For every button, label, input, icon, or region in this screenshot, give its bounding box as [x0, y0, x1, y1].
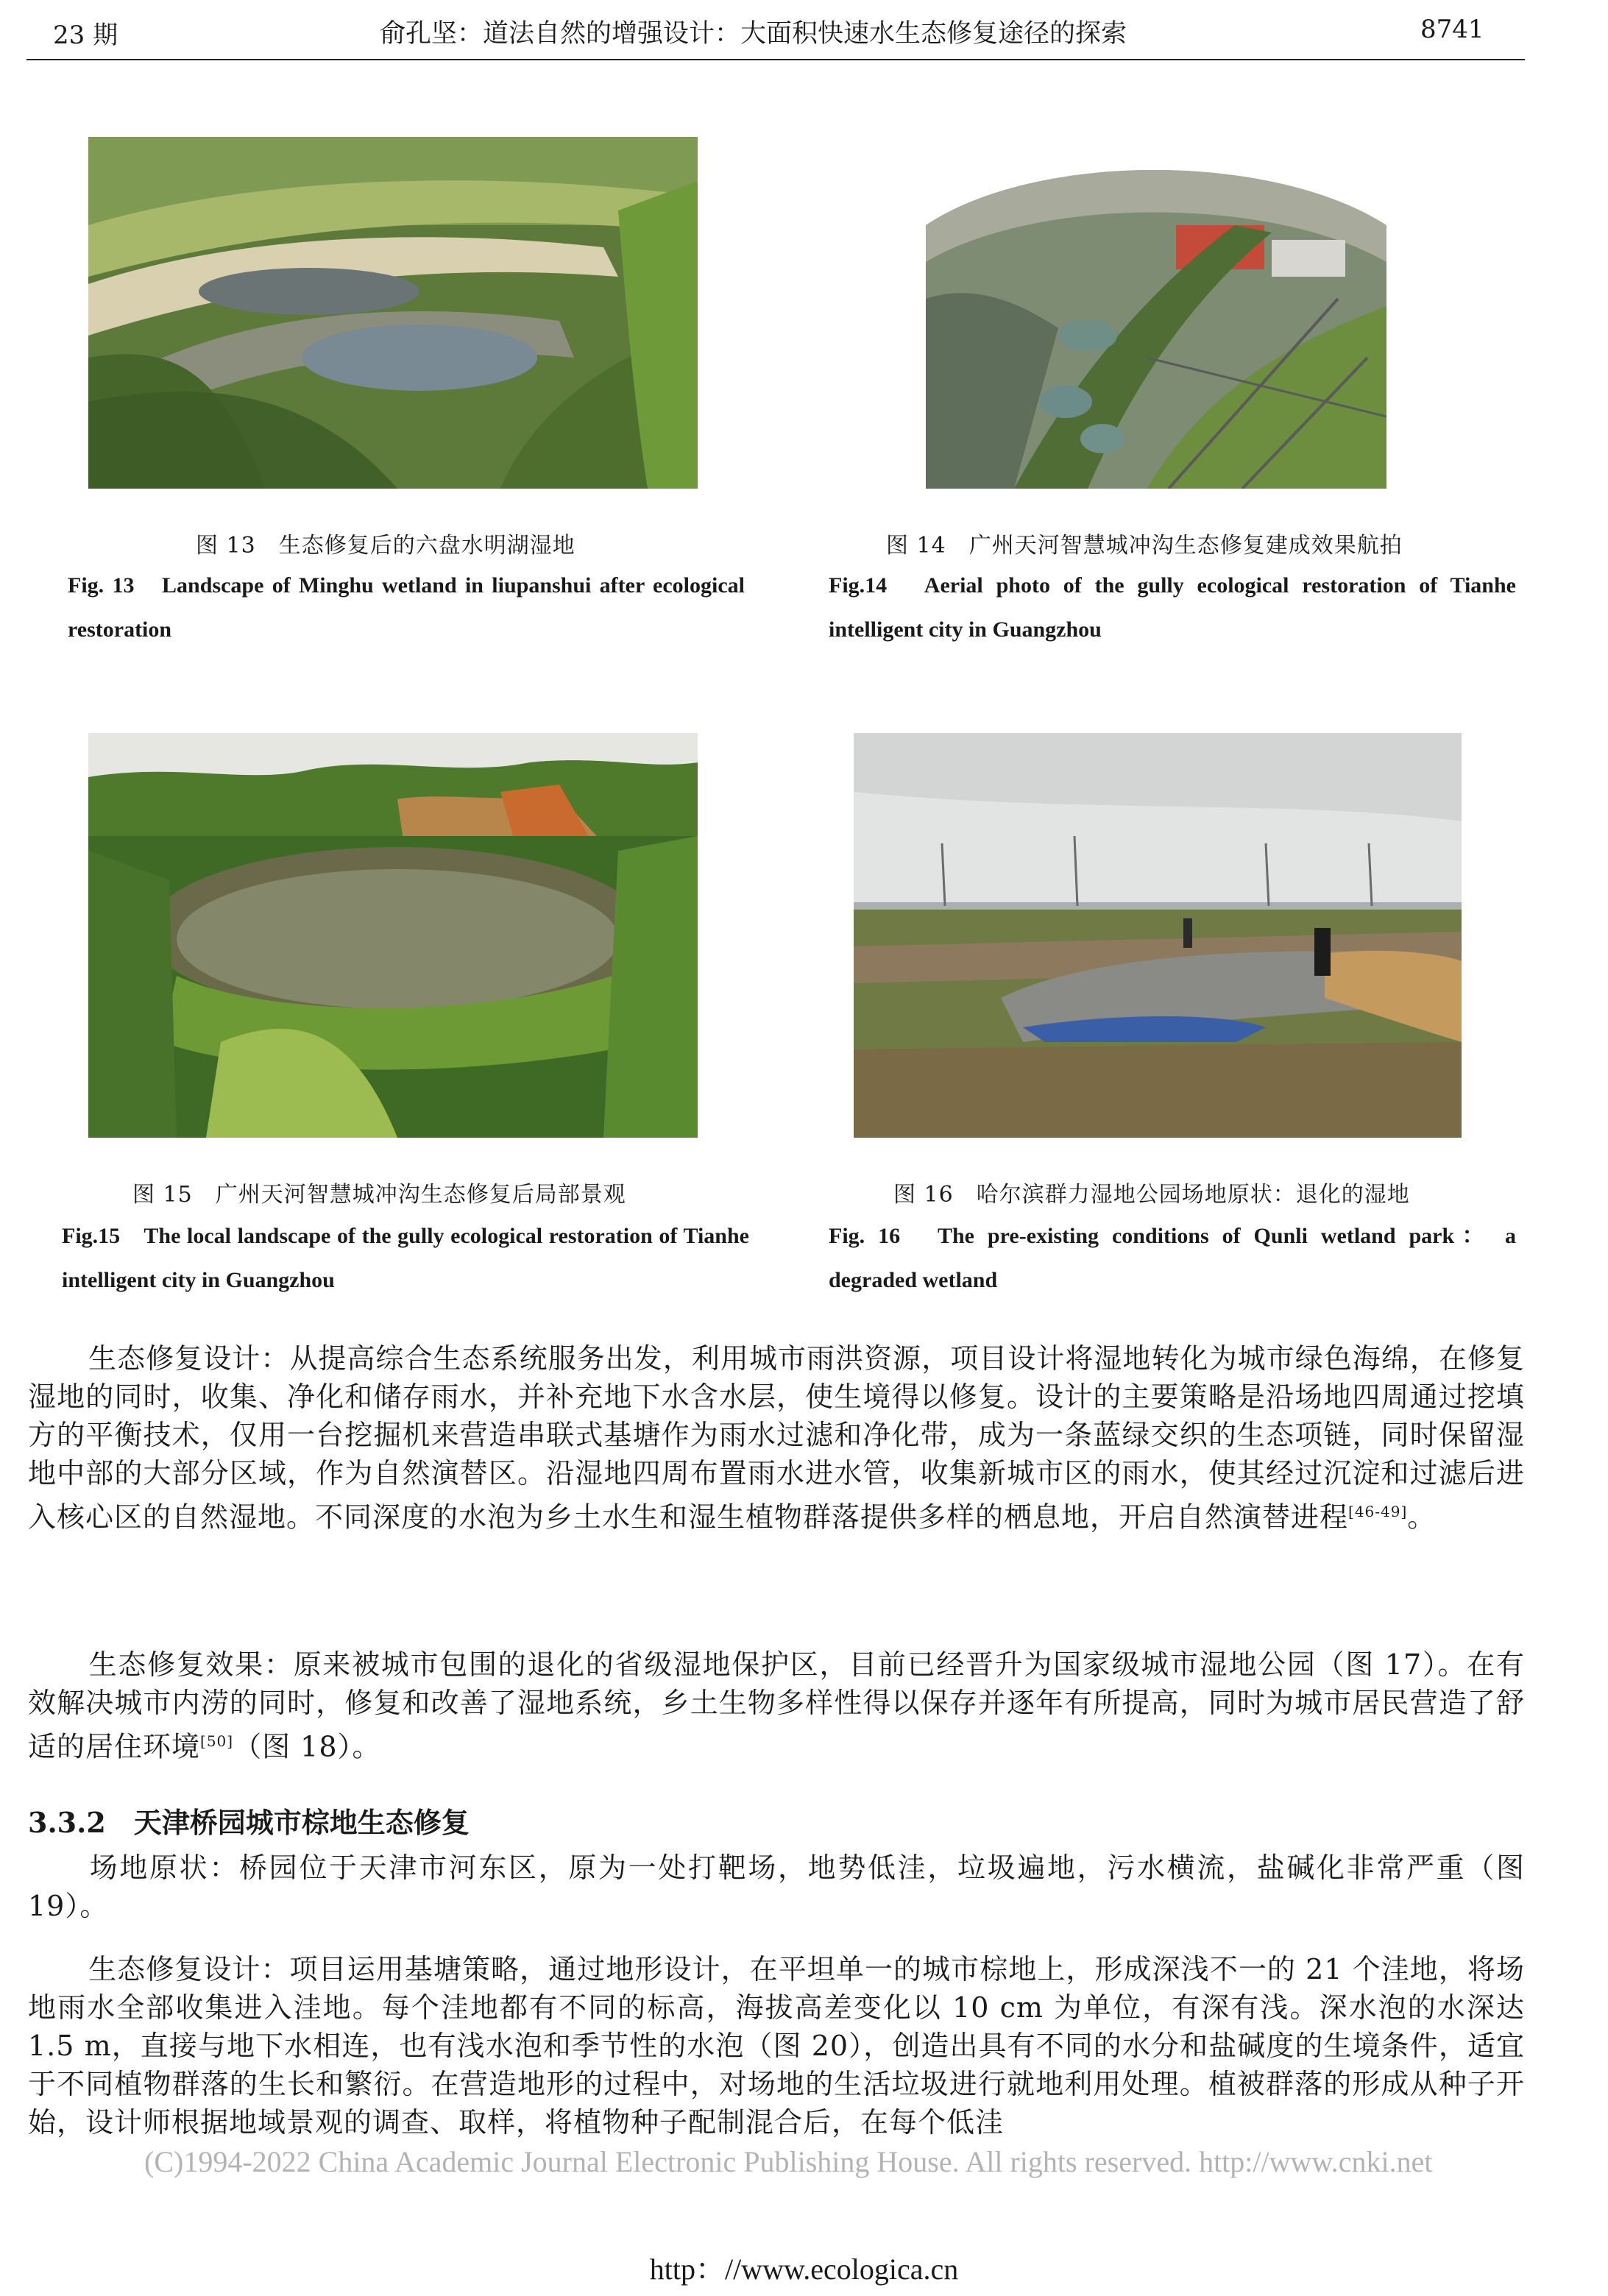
figure-15-photo — [88, 733, 698, 1138]
citation-46-49: [46-49] — [1348, 1503, 1408, 1520]
issue-label: 23 期 — [53, 21, 118, 50]
figure-13-caption-en: Fig. 13 Landscape of Minghu wetland in liupanshui after ecological restoration — [68, 573, 745, 642]
header-rule — [26, 59, 1525, 60]
terraced-wetland-photo-icon — [88, 137, 698, 489]
figure-14-photo — [926, 137, 1386, 489]
section-title: 天津桥园城市棕地生态修复 — [133, 1806, 470, 1839]
figure-16-caption-cn: 图 16 哈尔滨群力湿地公园场地原状：退化的湿地 — [893, 1182, 1410, 1208]
figure-16-photo — [854, 733, 1462, 1138]
figure-14-caption-en: Fig.14 Aerial photo of the gully ecological restoration of Tianhe intelligent city in Guangzhou — [829, 573, 1516, 642]
figure-15-caption-en: Fig.15 The local landscape of the gully ecological restoration of Tianhe intelligent city in Guangzhou — [62, 1224, 749, 1292]
figure-14-caption-cn: 图 14 广州天河智慧城冲沟生态修复建成效果航拍 — [886, 533, 1403, 559]
running-header — [0, 0, 1608, 62]
degraded-site-photo-icon — [854, 733, 1462, 1138]
aerial-fisheye-photo-icon — [926, 137, 1386, 489]
paragraph-site-condition: 场地原状：桥园位于天津市河东区，原为一处打靶场，地势低洼，垃圾遍地，污水横流，盐碱化非常严重（图 19）。 — [28, 1852, 1525, 1922]
page-number: 8741 — [1420, 15, 1484, 44]
figure-13-caption-cn: 图 13 生态修复后的六盘水明湖湿地 — [196, 533, 575, 559]
copyright-watermark: (C)1994-2022 China Academic Journal Electronic Publishing House. All rights reserved. http://www.cnki.net — [144, 2145, 1433, 2178]
figure-13-photo — [88, 137, 698, 489]
section-number: 3.3.2 — [28, 1806, 106, 1839]
figure-16-caption-en: Fig. 16 The pre-existing conditions of Qunli wetland park： a degraded wetland — [829, 1224, 1516, 1292]
paragraph-qiaoyuan-design: 生态修复设计：项目运用基塘策略，通过地形设计，在平坦单一的城市棕地上，形成深浅不一的 21 个洼地，将场地雨水全部收集进入洼地。每个洼地都有不同的标高，海拔高差变化以 10 cm 为单位，有深有浅。深水泡的水深达 1.5 m，直接与地下水相连，也有浅水泡和季节性的水泡（图 20），创造出具有不同的水分和盐碱度的生境条件，适宜于不同植物群落的生长和繁衍。在营造地形的过程中，对场地的生活垃圾进行就地利用处理。植被群落的形成从种子开始，设计师根据地域景观的调查、取样，将植物种子配制混合后，在每个低洼 — [28, 1953, 1525, 2139]
article-title: 俞孔坚：道法自然的增强设计：大面积快速水生态修复途径的探索 — [380, 19, 1127, 49]
figure-15-caption-cn: 图 15 广州天河智慧城冲沟生态修复后局部景观 — [132, 1182, 626, 1208]
pond-landscape-photo-icon — [88, 733, 698, 1138]
footer-url: http：//www.ecologica.cn — [649, 2253, 959, 2286]
paragraph-restoration-design: 生态修复设计：从提高综合生态系统服务出发，利用城市雨洪资源，项目设计将湿地转化为城市绿色海绵，在修复湿地的同时，收集、净化和储存雨水，并补充地下水含水层，使生境得以修复。设计的主要策略是沿场地四周通过挖填方的平衡技术，仅用一台挖掘机来营造串联式基塘作为雨水过滤和净化带，成为一条蓝绿交织的生态项链，同时保留湿地中部的大部分区域，作为自然演替区。沿湿地四周布置雨水进水管，收集新城市区的雨水，使其经过沉淀和过滤后进入核心区的自然湿地。不同深度的水泡为乡土水生和湿生植物群落提供多样的栖息地，开启自然演替进程[46-49]。 — [28, 1342, 1525, 1534]
section-heading-3-3-2 — [28, 1800, 470, 1840]
paragraph-restoration-effect: 生态修复效果：原来被城市包围的退化的省级湿地保护区，目前已经晋升为国家级城市湿地公园（图 17）。在有效解决城市内涝的同时，修复和改善了湿地系统，乡土生物多样性得以保存并逐年有所提高，同时为城市居民营造了舒适的居住环境[50]（图 18）。 — [28, 1648, 1525, 1763]
citation-50: [50] — [200, 1732, 234, 1750]
